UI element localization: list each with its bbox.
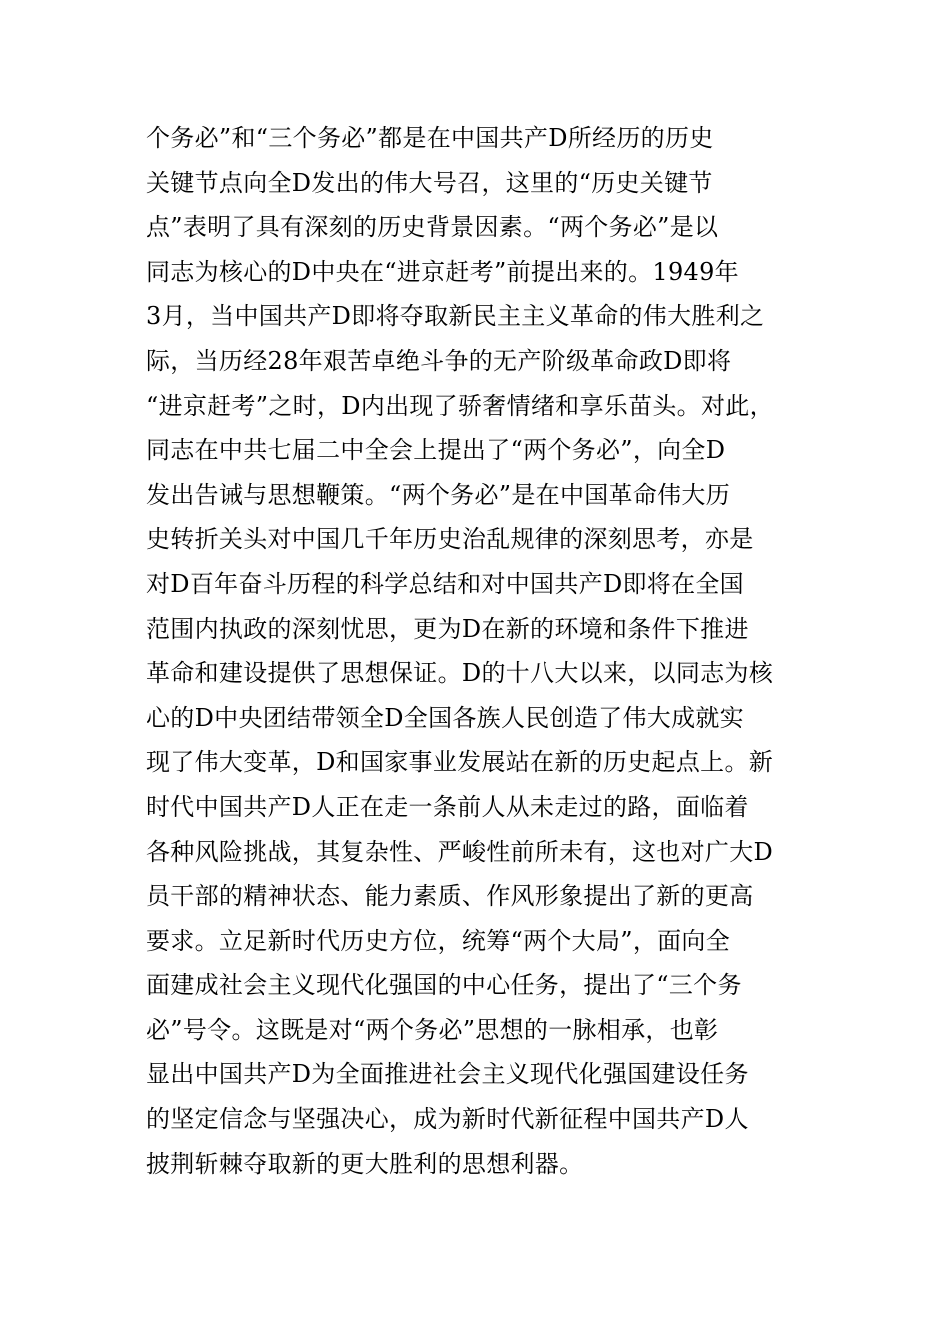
text-line: 个务必”和“三个务必”都是在中国共产D所经历的历史 [146, 124, 714, 152]
text-line: 发出告诫与思想鞭策。“两个务必”是在中国革命伟大历 [146, 480, 731, 509]
text-line: 关键节点向全D发出的伟大号召，这里的“历史关键节 [146, 168, 713, 197]
text-line: 要求。立足新时代历史方位，统筹“两个大局”，面向全 [146, 926, 731, 955]
text-line: 现了伟大变革，D和国家事业发展站在新的历史起点上。新 [146, 748, 774, 777]
text-line: 披荆斩棘夺取新的更大胜利的思想利器。 [146, 1149, 584, 1178]
text-line: “进京赶考”之时，D内出现了骄奢情绪和享乐苗头。对此， [146, 391, 774, 420]
text-line: 革命和建设提供了思想保证。D的十八大以来，以同志为核 [146, 659, 774, 688]
text-line: 范围内执政的深刻忧思，更为D在新的环境和条件下推进 [146, 614, 749, 643]
text-line: 心的D中央团结带领全D全国各族人民创造了伟大成就实 [146, 703, 744, 732]
body-paragraph [146, 116, 846, 1186]
text-line: 史转折关头对中国几千年历史治乱规律的深刻思考，亦是 [146, 525, 754, 554]
text-line: 的坚定信念与坚强决心，成为新时代新征程中国共产D人 [146, 1105, 749, 1134]
text-line: 必”号令。这既是对“两个务必”思想的一脉相承，也彰 [146, 1015, 719, 1044]
text-line: 对D百年奋斗历程的科学总结和对中国共产D即将在全国 [146, 569, 744, 598]
text-line: 同志在中共七届二中全会上提出了“两个务必”，向全D [146, 436, 726, 465]
text-line: 显出中国共产D为全面推进社会主义现代化强国建设任务 [146, 1060, 749, 1089]
text-line: 时代中国共产D人正在走一条前人从未走过的路，面临着 [146, 792, 749, 821]
text-line: 员干部的精神状态、能力素质、作风形象提出了新的更高 [146, 882, 754, 911]
text-line: 点”表明了具有深刻的历史背景因素。“两个务必”是以 [146, 213, 719, 242]
text-line: 同志为核心的D中央在“进京赶考”前提出来的。1949年 [146, 257, 739, 286]
text-line: 3月，当中国共产D即将夺取新民主主义革命的伟大胜利之 [146, 302, 765, 331]
text-line: 各种风险挑战，其复杂性、严峻性前所未有，这也对广大D [146, 837, 774, 866]
text-line: 面建成社会主义现代化强国的中心任务，提出了“三个务 [146, 971, 742, 1000]
text-line: 际，当历经28年艰苦卓绝斗争的无产阶级革命政D即将 [146, 346, 732, 375]
